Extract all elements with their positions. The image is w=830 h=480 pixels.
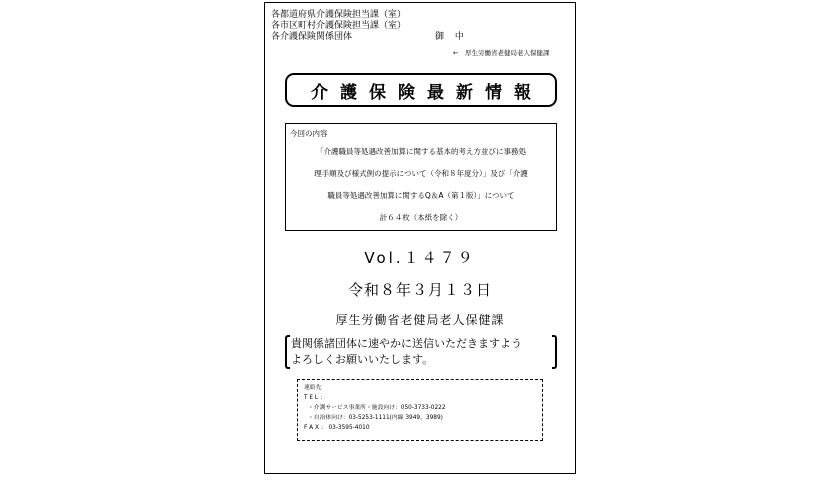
onchu-label: 御 中 xyxy=(435,32,468,42)
contents-line: 職員等処遇改善加算に関するQ＆A（第１版）」について xyxy=(327,191,515,200)
request-line: よろしくお願いいたします。 xyxy=(291,353,434,366)
addressee-line: 各市区町村介護保険担当課（室） xyxy=(271,21,407,31)
tel-line: ・自治体向け：03-5253-1111(内線 3949，3989) xyxy=(308,415,443,421)
request-line: 貴関係諸団体に速やかに送信いただきますよう xyxy=(291,337,522,350)
contact-inner xyxy=(304,383,446,433)
addressee-block xyxy=(271,10,468,43)
document-page xyxy=(264,2,576,474)
issue-date: 令和８年３月１３日 xyxy=(347,281,492,299)
right-bracket xyxy=(552,335,557,369)
document-title: 介護保険最新情報 xyxy=(311,82,543,103)
addressee-line: 各都道府県介護保険担当課（室） xyxy=(271,10,407,20)
sender-line: ← 厚生労働省老健局老人保健課 xyxy=(453,49,550,57)
issuing-department: 厚生労働省老健局老人保健課 xyxy=(335,313,505,327)
contents-box xyxy=(285,123,557,231)
contents-heading: 今回の内容 xyxy=(290,129,328,138)
contact-label: 連絡先 xyxy=(304,385,322,391)
contents-line: 「介護職員等処遇改善加算に関する基本的考え方並びに事務処 xyxy=(316,147,526,156)
request-text xyxy=(291,336,522,368)
request-note xyxy=(285,334,557,370)
volume-number: Vol.１４７９ xyxy=(364,249,476,267)
contents-page-count: 計６４枚（本紙を除く） xyxy=(379,213,463,222)
title-box xyxy=(285,73,557,107)
contact-box xyxy=(297,379,543,441)
contents-line: 理手順及び様式例の提示について（令和８年度分）」及び「介護 xyxy=(314,169,528,178)
fax-line: F A X ： 03-3595-4010 xyxy=(304,425,370,431)
addressee-line: 各介護保険関係団体 xyxy=(271,32,353,42)
tel-line: ・介護サービス事業所・施設向け：050-3733-0222 xyxy=(308,405,446,411)
tel-label: T E L ： xyxy=(304,395,326,401)
left-bracket xyxy=(285,335,290,369)
